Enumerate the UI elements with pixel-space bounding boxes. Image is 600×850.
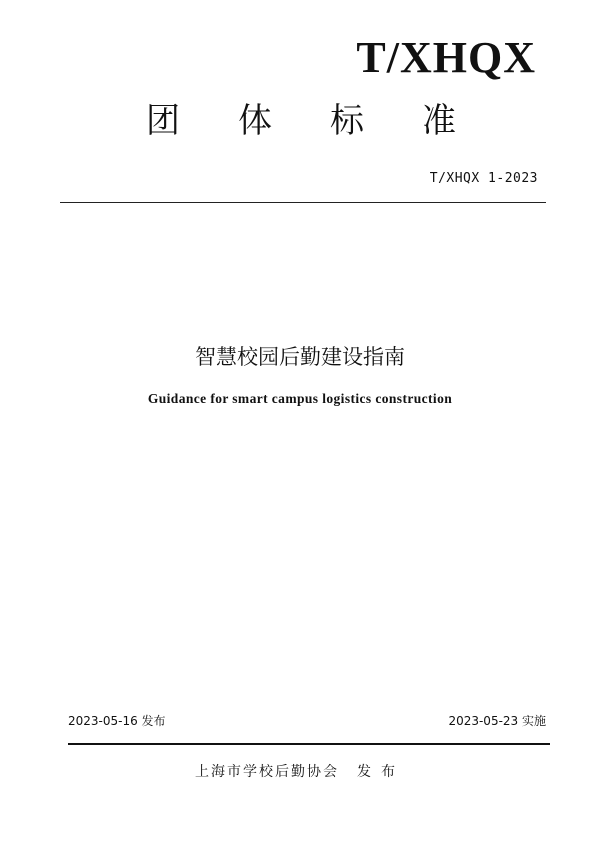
standard-code: T/XHQX: [356, 33, 536, 82]
document-title-chinese: 智慧校园后勤建设指南: [195, 345, 405, 369]
issue-label: 发布: [357, 764, 405, 780]
top-divider: [60, 202, 546, 203]
publish-date: 2023-05-16 发布: [68, 714, 166, 728]
standard-type-char: 团: [146, 101, 180, 141]
standard-type-char: 体: [238, 101, 272, 141]
standard-type-char: 准: [422, 101, 456, 141]
issuer-line: [0, 765, 600, 779]
implement-date: 2023-05-23 实施: [448, 714, 546, 728]
issuer-name: 上海市学校后勤协会: [195, 764, 339, 780]
standard-number: T/XHQX 1-2023: [429, 171, 538, 186]
bottom-divider: [68, 743, 550, 745]
document-title-english: Guidance for smart campus logistics construction: [147, 391, 453, 406]
standard-type: [146, 101, 456, 141]
standard-type-char: 标: [330, 101, 364, 141]
